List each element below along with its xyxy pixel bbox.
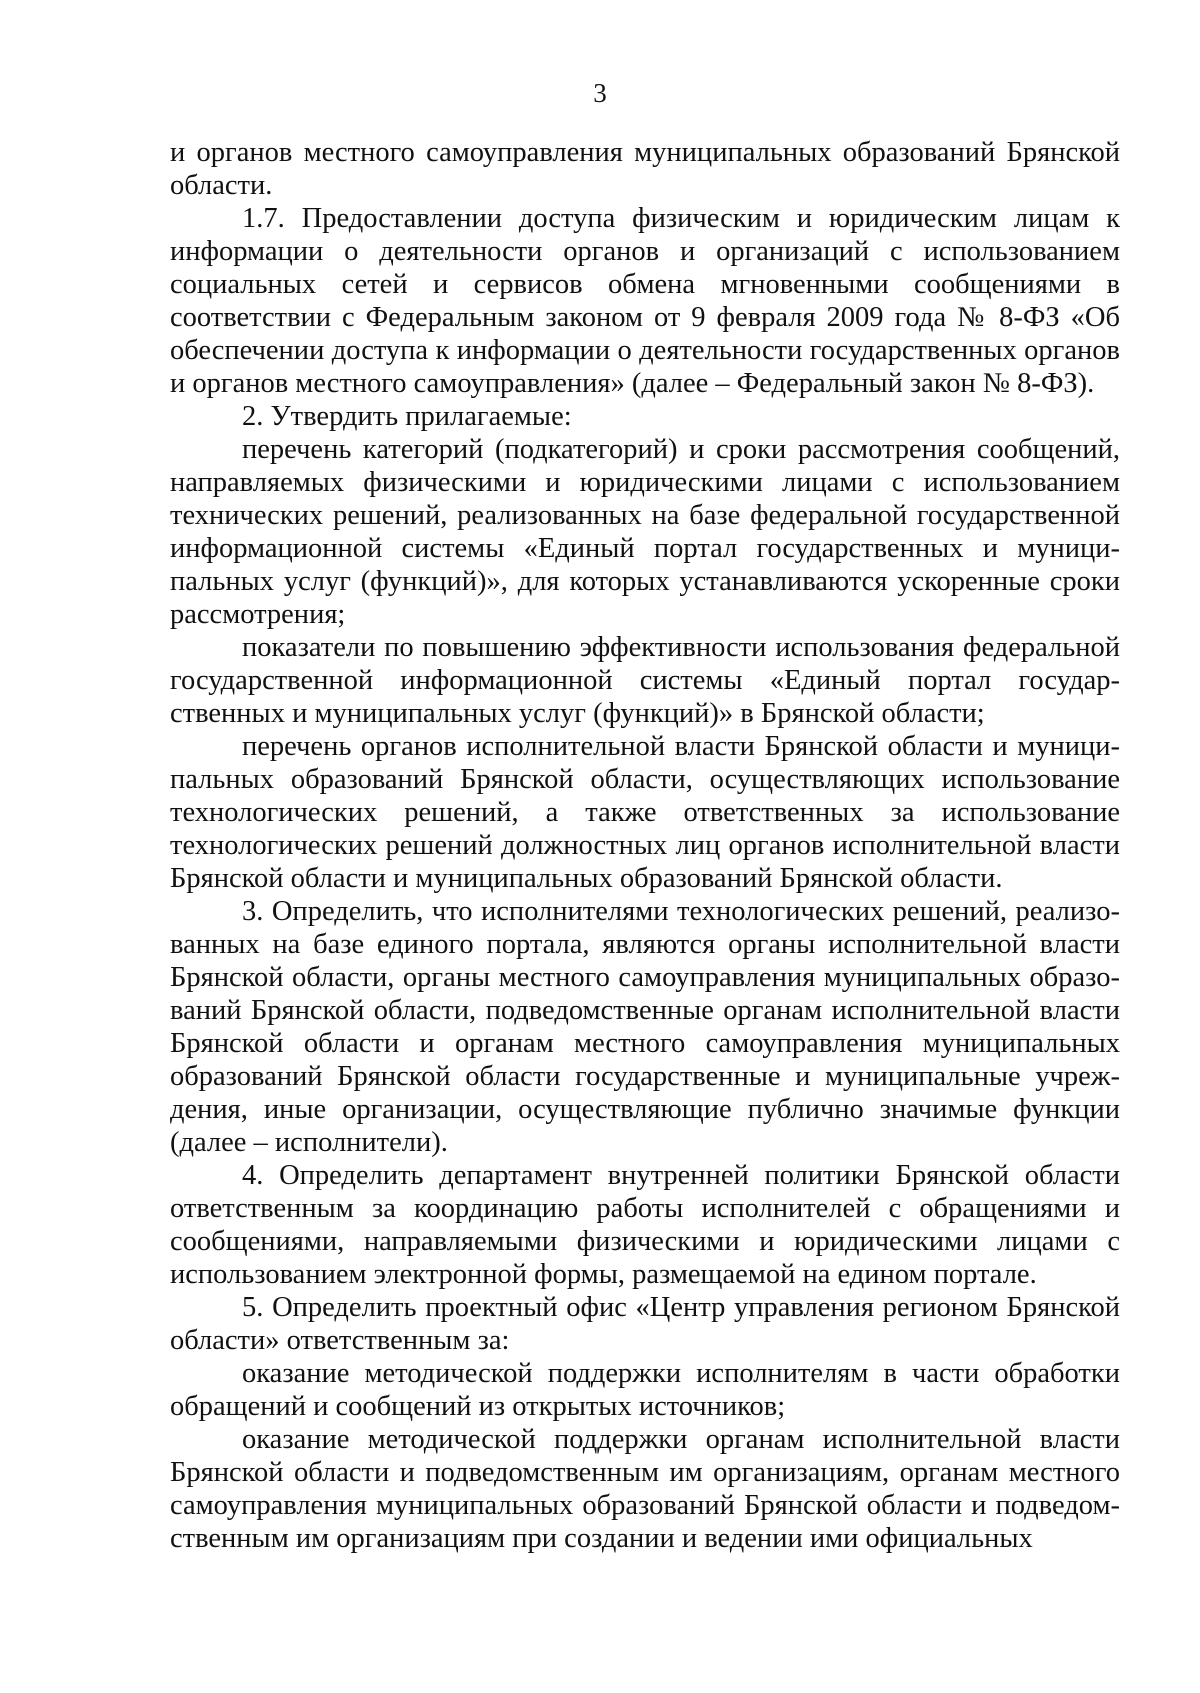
page-number: 3 [593, 78, 607, 108]
paragraph-3: 3. Определить, что исполнителями технологических решений, реализованных на базе единого портала, являются органы исполнительной власти Брянской области, органы местного самоуправления муниципальных образований Брянской области, подведомственные органам исполнительной власти Брянской области и органам местного самоуправления муниципальных образований Брянской области государственные и муниципальные учреждения, иные организации, осуществляющие публично значимые функции (далее – исполнители). [170, 896, 1120, 1158]
document-body [170, 136, 1120, 1555]
paragraph-5-list-item-1: оказание методической поддержки исполнителям в части обработки обращений и сообщений из открытых источников; [170, 1358, 1120, 1422]
paragraph-2-list-item-3: перечень органов исполнительной власти Брянской области и муниципальных образований Брянской области, осуществляющих использование технологических решений, а также ответственных за использование технологических решений должностных лиц органов исполнительной власти Брянской области и муниципальных образований Брянской области. [170, 731, 1120, 894]
paragraph-1-continuation: и органов местного самоуправления муниципальных образований Брянской области. [170, 137, 1120, 201]
paragraph-5-list-item-2: оказание методической поддержки органам исполнительной власти Брянской области и подведомственным им организациям, органам местного самоуправления муниципальных образований Брянской области и подведомственным им организациям при создании и ведении ими официальных [170, 1424, 1120, 1554]
paragraph-2: 2. Утвердить прилагаемые: [242, 401, 572, 432]
paragraph-1-7: 1.7. Предоставлении доступа физическим и юридическим лицам к информации о деятельности органов и организаций с использованием социальных сетей и сервисов обмена мгновенными сообщениями в соответствии с Федеральным законом от 9 февраля 2009 года № 8-ФЗ «Об обеспечении доступа к информации о деятельности государственных органов и органов местного самоуправления» (далее – Федеральный закон № 8-ФЗ). [170, 203, 1120, 399]
paragraph-4: 4. Определить департамент внутренней политики Брянской области ответственным за координацию работы исполнителей с обращениями и сообщениями, направляемыми физическими и юридическими лицами с использованием электронной формы, размещаемой на едином портале. [170, 1160, 1120, 1290]
paragraph-2-list-item-2: показатели по повышению эффективности использования федеральной государственной информационной системы «Единый портал государственных и муниципальных услуг (функций)» в Брянской области; [170, 632, 1120, 729]
paragraph-5: 5. Определить проектный офис «Центр управления регионом Брянской области» ответственным за: [170, 1292, 1120, 1356]
paragraph-2-list-item-1: перечень категорий (подкатегорий) и сроки рассмотрения сообщений, направляемых физическими и юридическими лицами с использованием технических решений, реализованных на базе федеральной государственной информационной системы «Единый портал государственных и муниципальных услуг (функций)», для которых устанавливаются ускоренные сроки рассмотрения; [170, 434, 1120, 630]
